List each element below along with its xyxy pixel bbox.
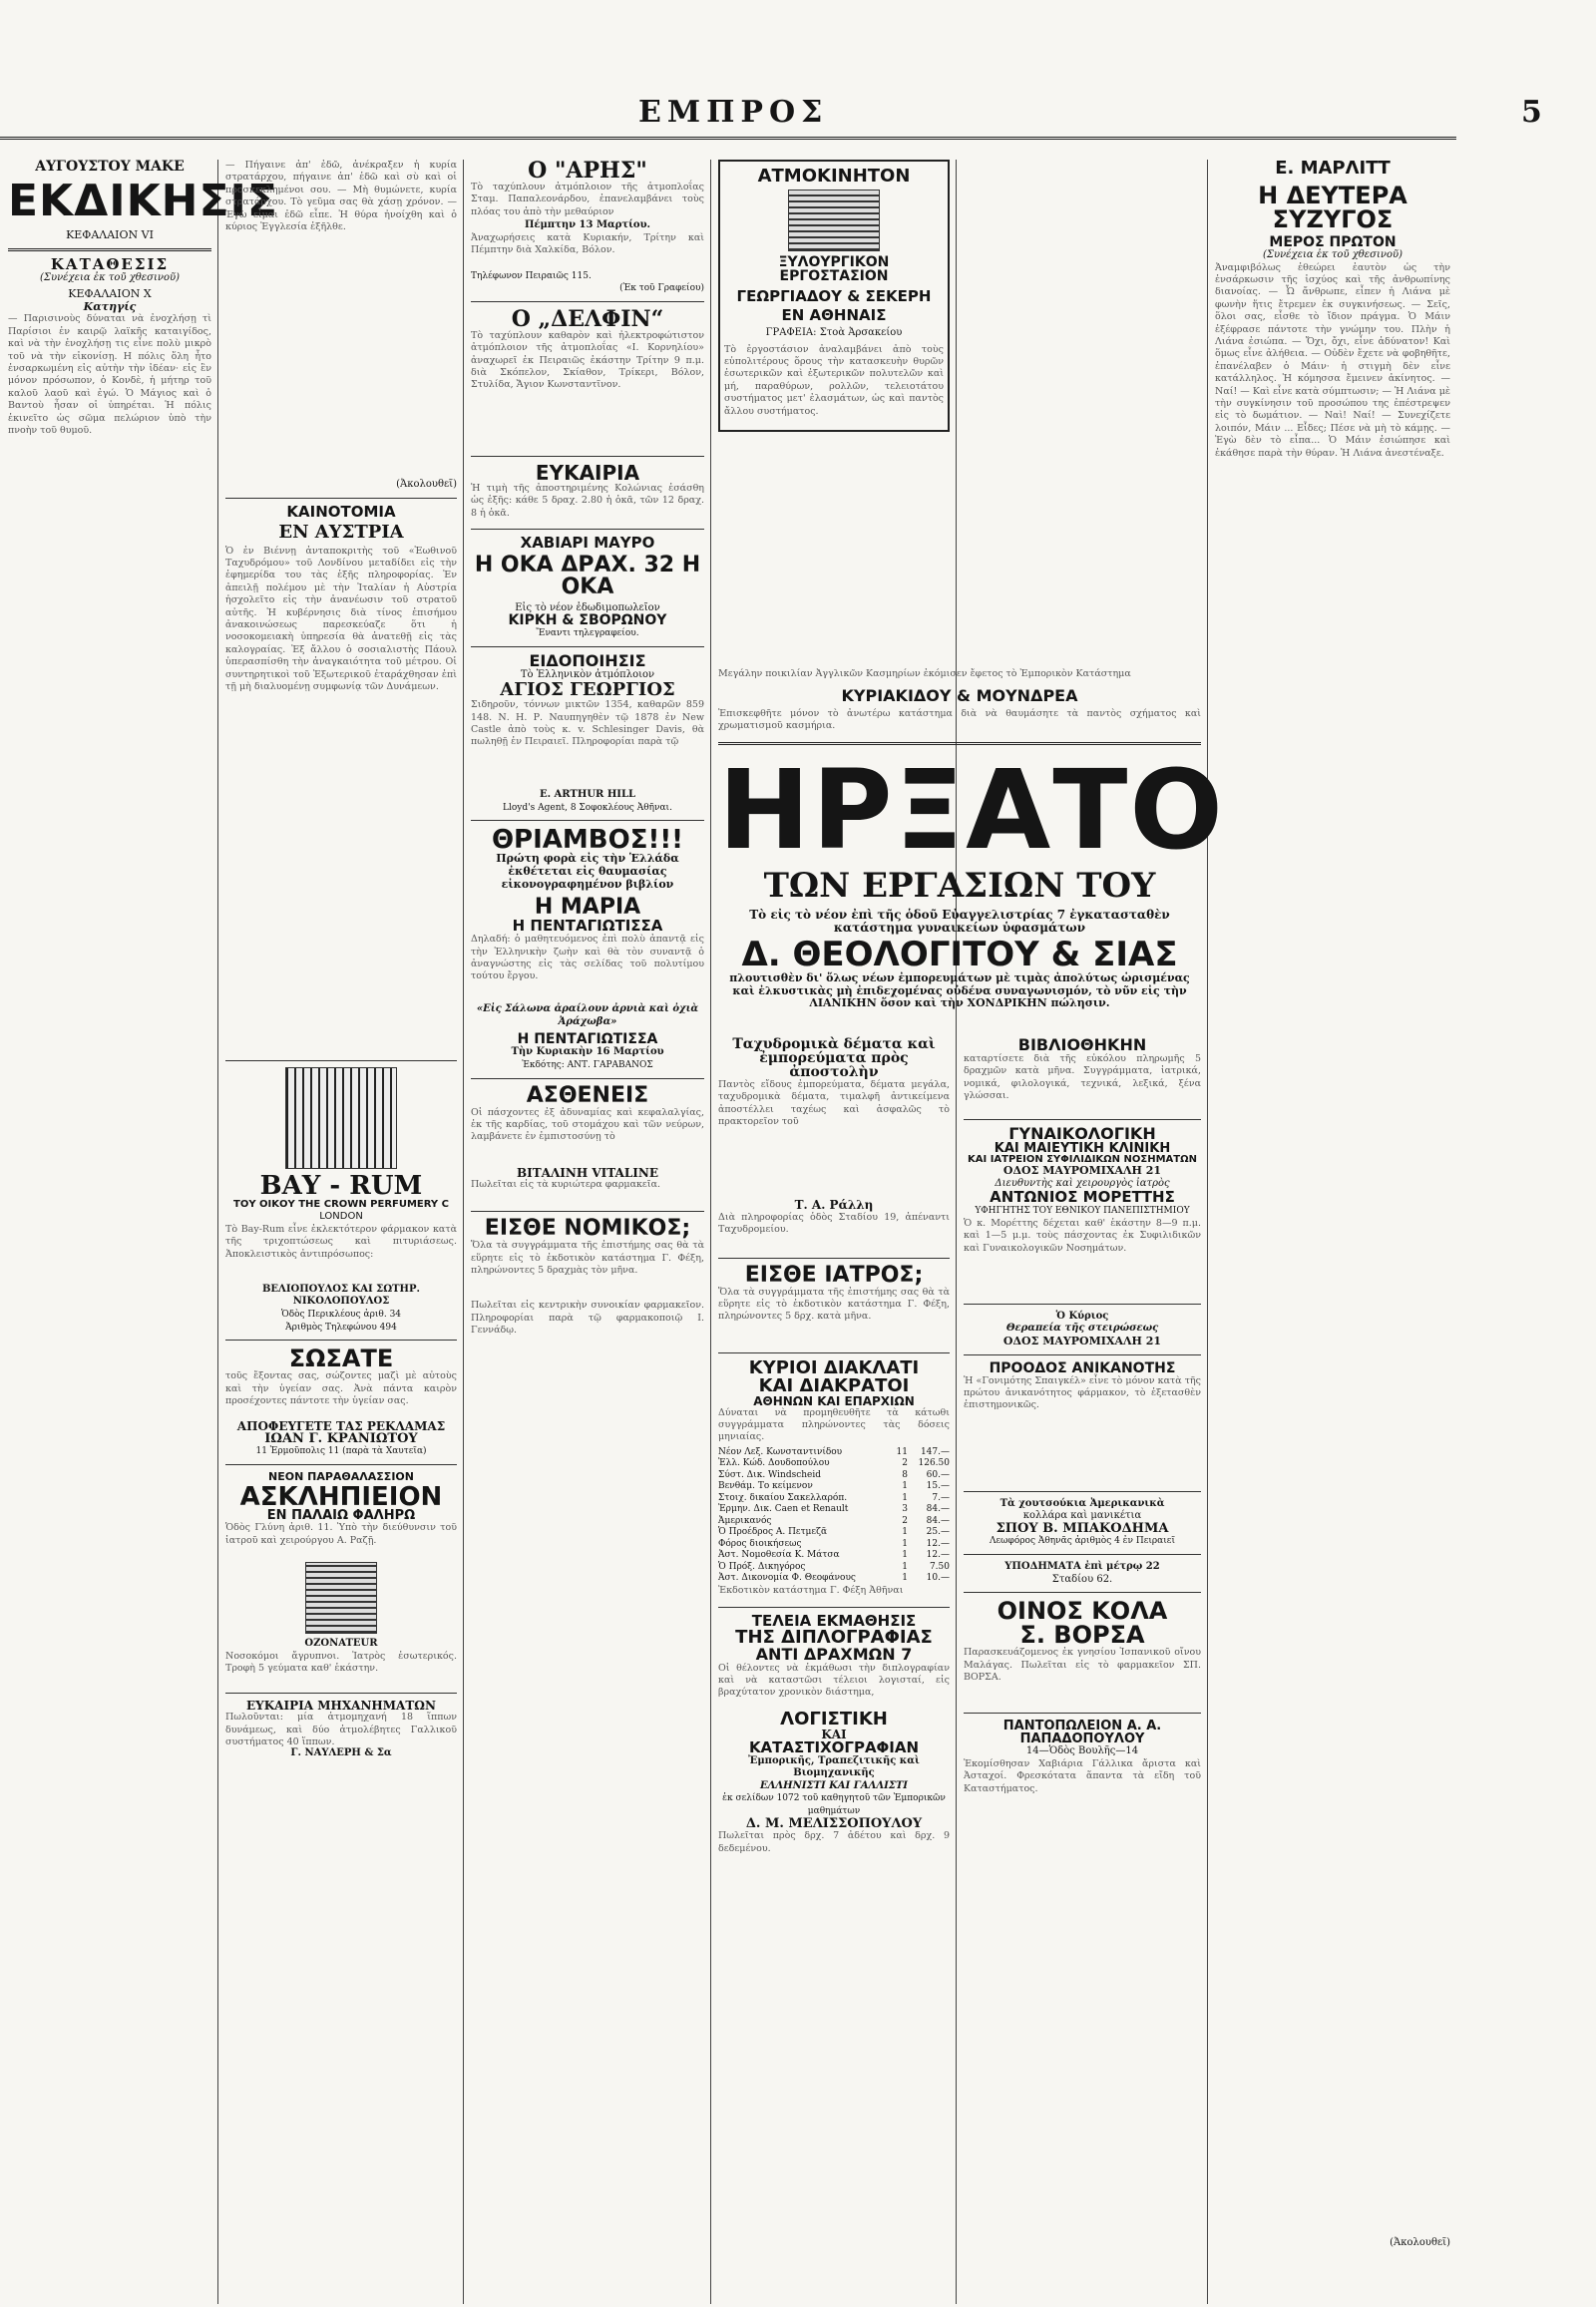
pentagiotissa2: Η ΠΕΝΤΑΓΙΩΤΙΣΣΑ — [517, 1031, 658, 1048]
list-item — [718, 1562, 950, 1574]
column-serial-ekdikisis — [8, 159, 278, 2304]
list-item — [718, 1527, 950, 1539]
athinais-heading: ΕΝ ΑΘΗΝΑΙΣ — [781, 306, 887, 324]
bayrum-text: Τὸ Bay-Rum εἶνε ἐκλεκτότερον φάρμακον κατὰ τῆς τριχοπτώσεως καὶ πιτυριάσεως. Ἀποκλειστικὸς ἀντιπρόσωπος: — [225, 1223, 457, 1260]
book-volumes: 2 — [902, 1515, 908, 1526]
serial-continuation: — Πήγαινε ἀπ' ἐδῶ, ἀνέκραξεν ἡ κυρία στρατάρχου, πήγαινε ἀπ' ἐδῶ καὶ σὺ καὶ οἱ προσκεκλημένοι σου. — Μὴ θυμώνετε, κυρία στρατάρχου. Τὸ γεῦμα σας θὰ χάσῃ χρόνον. — Ἐγὼ εἶμαι ἐδῶ εἶπε. Ἡ θύρα ἠνοίχθη καὶ ὁ κύριος Ἐγγλεσία ἐξῆλθε. — [225, 160, 457, 233]
column-three — [471, 160, 704, 2304]
faliro-subtitle: ΕΝ ΠΑΛΑΙΩ ΦΑΛΗΡΩ — [266, 1507, 416, 1523]
morettis-text: Ὁ κ. Μορέττης δέχεται καθ' ἑκάστην 8—9 π.μ. καὶ 1—5 μ.μ. τοὺς πάσχοντας ἐκ Συφιλιδικῶν καὶ Γυναικολογικῶν Νοσημάτων. — [964, 1217, 1201, 1254]
athinon-heading: ΑΘΗΝΩΝ ΚΑΙ ΕΠΑΡΧΙΩΝ — [753, 1393, 915, 1408]
pantopoleion-address: 14—Ὁδὸς Βουλῆς—14 — [1025, 1745, 1139, 1757]
list-item — [718, 1573, 950, 1585]
column-rule — [463, 160, 464, 2304]
bayrum-agent: ΒΕΛΙΟΠΟΥΛΟΣ ΚΑΙ ΣΩΤΗΡ. ΝΙΚΟΛΟΠΟΥΛΟΣ — [261, 1283, 420, 1308]
nomikos-heading: ΕΙΣΘΕ ΝΟΜΙΚΟΣ; — [484, 1216, 691, 1242]
book-title: Ὁ Προέδρος Α. Πετμεζᾶ — [718, 1527, 828, 1538]
list-item — [718, 1516, 950, 1528]
sosate-title: ΣΩΣΑΤΕ — [288, 1345, 394, 1373]
to-be-continued: (Ἀκολουθεῖ) — [396, 479, 457, 490]
book-price: 147.— — [920, 1446, 950, 1457]
column-rule — [710, 160, 711, 2304]
book-title: Σύστ. Δικ. Windscheid — [718, 1469, 822, 1480]
eukairia-mixanimaton: ΕΥΚΑΙΡΙΑ ΜΗΧΑΝΗΜΑΤΩΝ — [246, 1698, 436, 1713]
austria-body: Ὁ ἐν Βιέννῃ ἀνταποκριτὴς τοῦ «Ἑωθινοῦ Ταχυδρόμου» τοῦ Λονδίνου μεταδίδει εἰς τὴν ἐφημερίδα του τὰς ἑξῆς πληροφορίας. Ἐν ἀπειλῇ πολέμου μὲ τὴν Ἰταλίαν ἡ Αὐστρία ἠσχολεῖτο εἰς τὴν ἀνανέωσιν τοῦ στρατοῦ αὐτῆς. Ἡ κυβέρνησις διὰ τίνος ἐπισήμου ἀνακοινώσεως παρεσκεύαζε ὅτι ἡ νοσοκομειακὴ ὑπηρεσία θὰ ἀνατεθῇ εἰς τὰς καλογραίας. Ἐξ ἄλλου ὁ σοσιαλιστὴς Πάουλ ὑπερασπίσθη τὴν ἀναγκαιότητα τοῦ μέτρου. Οἱ συντηρητικοὶ τοῦ Ἐξωτερικοῦ ἐταράχθησαν ἐπὶ τῇ μὴ διαλυομένῃ συμφωνίᾳ τῶν Δυνάμεων. — [225, 545, 457, 693]
thriamvos-text: Πρώτη φορὰ εἰς τὴν Ἑλλάδα ἐκθέτεται εἰς θαυμασίας εἰκονογραφημένον βιβλίον — [496, 852, 679, 891]
kai-heading: ΚΑΙ ΔΙΑΚΡΑΤΟΙ — [758, 1374, 910, 1396]
vorsa-heading: Σ. ΒΟΡΣΑ — [1019, 1621, 1145, 1650]
taxy-text: Παντὸς εἴδους ἐμπορεύματα, δέματα μεγάλα, ταχυδρομικὰ δέματα, τιμαλφῆ ἀντικείμενα ἀποστέλλει ταχέως καὶ ἀσφαλῶς τὸ πρακτορεῖον τοῦ — [718, 1079, 950, 1128]
irxato-heading: ΗΡΞΑΤΟ — [718, 746, 1225, 874]
serial-part: ΜΕΡΟΣ ΠΡΩΤΟΝ — [1269, 234, 1396, 250]
column-rule — [956, 160, 957, 2304]
iatreion-heading: ΚΑΙ ΙΑΤΡΕΙΟΝ ΣΥΦΙΛΙΔΙΚΩΝ ΝΟΣΗΜΑΤΩΝ — [968, 1154, 1197, 1165]
xaviari-price: Η ΟΚΑ ΔΡΑΧ. 32 Η ΟΚΑ — [474, 552, 701, 599]
ergostasio-text: Τὸ ἐργοστάσιον ἀναλαμβάνει ἀπὸ τοὺς εὐπολιτέρους ὅρους τὴν κατασκευὴν θυρῶν ἐσωτερικῶν καὶ ἐξωτερικῶν πολυτελῶν καὶ μή, παραθύρων, ρολλῶν, τελειοτάτου συστήματος μετ' ἐλασμάτων, ὡς καὶ παντὸς ἄλλου συστήματος. — [724, 343, 944, 417]
serial-cont: (Συνέχεια ἐκ τοῦ χθεσινοῦ) — [1263, 249, 1402, 260]
list-item — [718, 1481, 950, 1493]
heading-austria: ΕΝ ΑΥΣΤΡΙΑ — [278, 521, 404, 543]
chapter-label: ΚΕΦΑΛΑΙΟΝ VI — [66, 228, 154, 241]
serial-author: Ε. ΜΑΡΛΙΤΤ — [1275, 158, 1391, 179]
list-footer: Ἐκδοτικὸν κατάστημα Γ. Φέξη Ἀθῆναι — [718, 1584, 904, 1596]
column-six-serial — [1215, 160, 1450, 2304]
list-item — [718, 1493, 950, 1505]
book-volumes: 3 — [902, 1504, 908, 1515]
theologitou-heading: Δ. ΘΕΟΛΟΓΙΤΟΥ & ΣΙΑΣ — [741, 935, 1178, 975]
apofeugete-heading: ΑΠΟΦΕΥΓΕΤΕ ΤΑΣ ΡΕΚΛΑΜΑΣ — [236, 1419, 446, 1434]
emporiki-label: Ἐμπορικῆς, Τραπεζιτικῆς καὶ Βιομηχανικῆς — [748, 1754, 920, 1779]
bakodima-name: ΣΠΟΥ Β. ΜΠΑΚΟΔΗΜΑ — [996, 1520, 1169, 1536]
kirki-sub: Ἔναντι τηλεγραφείου. — [536, 627, 639, 638]
eidopoiisis-heading: ΕΙΔΟΠΟΙΗΣΙΣ — [529, 650, 646, 670]
book-title: Ἐρμην. Δικ. Caen et Renault — [718, 1504, 849, 1515]
pentagiotissa-publisher: Ἐκδότης: ΑΝΤ. ΓΑΡΑΒΑΝΟΣ — [522, 1059, 653, 1070]
vivliothiki-heading: ΒΙΒΛΙΟΘΗΚΗΝ — [1017, 1035, 1147, 1054]
meliss-text: Πωλεῖται πρὸς δρχ. 7 ἀδέτου καὶ δρχ. 9 δεδεμένου. — [718, 1830, 950, 1854]
teleia-heading: ΤΕΛΕΙΑ ΕΚΜΑΘΗΣΙΣ — [751, 1611, 917, 1630]
subsection-title: Κατηγίς — [83, 299, 137, 313]
kyriakidou-text2: Ἐπισκεφθῆτε μόνον τὸ ἀνωτέρω κατάστημα διὰ νὰ θαυμάσητε τὰ παντὸς σχήματος καὶ χρωματισμοῦ κασμήρια. — [718, 708, 1201, 732]
book-title: Ἀστ. Δικονομία Φ. Θεοφάνους — [718, 1573, 856, 1584]
book-title: Ὁ Πρόξ. Δικηγόρος — [718, 1561, 806, 1572]
book-volumes: 1 — [902, 1527, 908, 1538]
vivlio-text: καταρτίσετε διὰ τῆς εὐκόλου πληρωμῆς 5 δραχμῶν κατὰ μῆνα. Συγγράμματα, ἰατρικά, νομικά, φιλολογικά, τεχνικά, λεξικά, ξένα γλώσσαι. — [964, 1053, 1201, 1102]
aris-date: Πέμπτην 13 Μαρτίου. — [524, 219, 651, 230]
morettis-heading: ΑΝΤΩΝΙΟΣ ΜΟΡΕΤΤΗΣ — [990, 1188, 1175, 1207]
agios-georgios: ΑΓΙΟΣ ΓΕΩΡΓΙΟΣ — [500, 679, 675, 701]
asklipieion-title: ΑΣΚΛΗΠΙΕΙΟΝ — [239, 1481, 443, 1512]
xoutsoukia-text: κολλάρα καὶ μανικέτια — [1022, 1510, 1142, 1522]
book-title: Βενθάμ. Το κείμενον — [718, 1481, 813, 1492]
xaviari-text: Εἰς τὸ νέον ἐδωδιμοπωλεῖον — [515, 601, 660, 613]
astheneis-text2: Πωλεῖται εἰς τὰ κυριώτερα φαρμακεῖα. — [471, 1179, 661, 1191]
maria-heading: Η ΜΑΡΙΑ — [534, 895, 641, 921]
book-price: 15.— — [926, 1481, 950, 1492]
logistiki-heading: ΛΟΓΙΣΤΙΚΗ — [780, 1708, 888, 1730]
continuation-note: (Συνέχεια ἐκ τοῦ χθεσινοῦ) — [40, 271, 180, 283]
kyriakidou-block — [718, 668, 1225, 975]
vorsa-text: Παρασκευάζομενος ἐκ γνησίου Ἱσπανικοῦ οἴνου Μαλάγας. Πωλεῖται εἰς τὸ φαρμακεῖον ΣΠ. ΒΟΡΣΑ. — [964, 1647, 1201, 1683]
thriamvos-heading: ΘΡΙΑΜΒΟΣ!!! — [491, 825, 684, 856]
xaviari-heading: ΧΑΒΙΑΡΙ ΜΑΥΡΟ — [520, 533, 655, 552]
book-title: Φόρος διοικήσεως — [718, 1538, 802, 1549]
nomikos-text2: Πωλεῖται εἰς κεντρικὴν συνοικίαν φαρμακεῖον. Πληροφορίαι παρὰ τῷ φαρμακοποιῷ Ι. Γεννάδῳ. — [471, 1300, 704, 1336]
book-price: 60.— — [926, 1469, 950, 1480]
column-two — [225, 160, 457, 2304]
sosate-text: τοῦς ἔξοντας σας, σώζοντες μαζὶ μὲ αὐτοὺς καὶ τὴν ὑγείαν σας. Ἀνὰ πάντα καιρὸν προσέχοντες πάντοτε τὴν ὑγείαν σας. — [225, 1370, 457, 1406]
book-volumes: 1 — [902, 1550, 908, 1561]
proodos-heading: ΠΡΟΟΔΟΣ ΑΝΙΚΑΝΟΤΗΣ — [989, 1359, 1176, 1376]
bayrum-address: Ὁδὸς Περικλέους ἀριθ. 34 — [280, 1309, 402, 1320]
book-price: 7.50 — [929, 1561, 950, 1572]
masthead-rule — [0, 137, 1456, 140]
atmokiniton-heading: ΑΤΜΟΚΙΝΗΤΟΝ — [757, 166, 911, 187]
kraniotou-name: ΙΩΑΝ Γ. ΚΡΑΝΙΩΤΟΥ — [264, 1430, 418, 1446]
taxy-text2: Διὰ πληροφορίας ὁδὸς Σταδίου 19, ἀπέναντι Ταχυδρομείου. — [718, 1211, 950, 1235]
book-volumes: 2 — [902, 1458, 908, 1469]
pentagiotissa-heading: Η ΠΕΝΤΑΓΙΩΤΙΣΣΑ — [512, 917, 663, 936]
serial-sign: (Ἀκολουθεῖ) — [1390, 2236, 1450, 2248]
grafeia-label: ΓΡΑΦΕΙΑ: Στοὰ Ἀρσακείου — [765, 327, 903, 338]
book-price: 7.— — [932, 1492, 950, 1503]
kyrioi-heading: ΚΥΡΙΟΙ ΔΙΑΚΛΑΤΙ — [748, 1356, 920, 1378]
kyriakidou-heading: ΚΥΡΙΑΚΙΔΟΥ & ΜΟΥΝΔΡΕΑ — [841, 686, 1078, 705]
ksilourgiko-heading: ΞΥΛΟΥΡΓΙΚΟΝ ΕΡΓΟΣΤΑΣΙΟΝ — [778, 254, 890, 284]
book-price: 126.50 — [918, 1458, 950, 1469]
irxato-text2: πλουτισθὲν δι' ὅλως νέων ἐμπορευμάτων μὲ τιμὰς ἀπολύτως ὡρισμένας καὶ ἐλκυστικὰς μὴ ἐπιδεχομένας οὐδένα συναγωνισμόν, τὸ νῦν εἰς τὴν ΛΙΑΝΙΚΗΝ ὅσον καὶ τὴν ΧΟΝΔΡΙΚΗΝ πώλησιν. — [729, 971, 1190, 1010]
odos2-label: ΟΔΟΣ ΜΑΥΡΟΜΙΧΑΛΗ 21 — [1002, 1334, 1162, 1347]
list-item — [718, 1447, 950, 1459]
column-five — [964, 1037, 1201, 2304]
column-rule — [1207, 160, 1208, 2304]
maria-quote: «Εἰς Σάλωνα ἀραίλουν ἀρνιὰ καὶ ὀχιὰ Ἀράχωβα» — [476, 1003, 699, 1027]
pantopoleion-heading: ΠΑΝΤΟΠΩΛΕΙΟΝ Α. Α. ΠΑΠΑΔΟΠΟΥΛΟΥ — [1002, 1719, 1162, 1747]
eukairia-body: Ἡ τιμὴ τῆς ἀποστηριμένης Κολώνιας ἐσάσθη ὡς ἑξῆς: κάθε 5 δραχ. 2.80 ἡ ὀκᾶ, τῶν 12 δραχ. 8 ἡ ὀκᾶ. — [471, 482, 704, 519]
serial-title-2: Η ΔΕΥΤΕΡΑ ΣΥΖΥΓΟΣ — [1258, 182, 1407, 233]
list-intro: Δύναται νὰ προμηθευθῆτε τὰ κάτωθι συγγράμματα πληρώνοντες τὰς δόσεις μηνιαίας. — [718, 1406, 950, 1443]
arthur-hill: E. ARTHUR HILL — [539, 789, 636, 801]
eidop-address: Lloyd's Agent, 8 Σοφοκλέους Ἀθῆναι. — [503, 802, 672, 813]
bayrum-title: ΒΑΥ - RUM — [259, 1170, 423, 1201]
serial-title: ΕΚΔΙΚΗΣΙΣ — [8, 176, 278, 226]
delfin-text: Τὸ ταχύπλουν καθαρὸν καὶ ἠλεκτροφώτιστον ἀτμόπλοιον τῆς ἀτμοπλοΐας «Ι. Κορνηλίου» ἀναχωρεῖ ἐκ Πειραιῶς ἑκάστην Τρίτην 9 π.μ. διὰ Σκόπελον, Σκίαθον, Τρίκερι, Βόλον, Στυλίδα, Ἄγιον Κωνσταντῖνον. — [471, 329, 704, 391]
astheneis-text: Οἱ πάσχοντες ἐξ ἀδυναμίας καὶ κεφαλαλγίας, ἐκ τῆς καρδίας, τοῦ στομάχου καὶ τῶν νεύρων, λαμβάνετε ἐν ἐμπιστοσύνῃ τὸ — [471, 1106, 704, 1143]
proodos-text: Ἡ «Γονιμότης Σπαιγκέλ» εἶνε τὸ μόνον κατὰ τῆς πρώτου ἀνικανότητος φάρμακον, τὸ ἐξετασθὲν ἐπιστημονικῶς. — [964, 1374, 1201, 1411]
gynaikologiki-heading: ΓΥΝΑΙΚΟΛΟΓΙΚΗ — [1008, 1124, 1156, 1143]
ad-atmokiniton — [718, 160, 950, 432]
list-item — [718, 1539, 950, 1551]
column-four-lower — [718, 1037, 950, 2304]
serial-body-2: Ἀναμφιβόλως ἐθεώρει ἑαυτὸν ὡς τὴν ἐνσάρκωσιν τῆς ἰσχύος καὶ τῆς ἀνθρωπίνης διανοίας. — Ὦ ἄνθρωπε, εἶπεν ἡ Λιάνα μὲ φωνὴν ἥτις ἔτρεμεν ἐκ συγκινήσεως. — Σεῖς, ὅλοι σας, εἶσθε τὸ ἴδιον πράγμα. Ὁ Μάιν ἐξέφρασε πάντοτε τὴν γνώμην του. Πλὴν ἡ Λιάνα ἐσιώπα. — Ὄχι, ὄχι, εἶνε ἀδύνατον! Καὶ ὅμως εἶνε ἀλήθεια. — Οὐδὲν ἔχετε νὰ φοβηθῆτε, ἐπανέλαβεν ὁ Μάιν· ἡ στιγμὴ δὲν εἶνε κατάλληλος. Ἡ κόμησσα ἔμεινεν ἀκίνητος. — Ναί! — Καὶ εἶνε κατὰ σύμπτωσιν; — Ἡ Λιάνα μὲ τὴν συγκίνησιν τοῦ προσώπου της ἐπέστρεψεν εἰς τὸ δωμάτιον. — Ναὶ! Ναί! — Συνεχίζετε λοιπόν, Μάιν ... Εἶδες; Πέσε νὰ μὴ τὸ κάμῃς. — Ἐγὼ δὲν τὸ εἶπα... Ὁ Μάιν ἐσιώπησε καὶ ἐκάθησε παρὰ τὴν θύραν. Ἡ Λιάνα ἀνεστέναξε. — [1215, 261, 1450, 459]
book-price: 25.— — [926, 1527, 950, 1538]
page-number: 5 — [1521, 95, 1542, 130]
kirki-name: ΚΙΡΚΗ & ΣΒΟΡΩΝΟΥ — [508, 612, 667, 629]
pantopoleion-text: Ἐκομίσθησαν Χαβιάρια Γάλλικα ἄριστα καὶ Ἀσταχοί. Φρεσκότατα ἅπαντα τὰ εἴδη τοῦ Καταστήματος. — [964, 1757, 1201, 1794]
maria-text: Δηλαδή: ὁ μαθητευόμενος ἐπὶ πολὺ ἀπαντᾷ εἰς τὴν Ἑλληνικὴν ζωὴν καὶ θὰ τὸν συναντᾷ ὁ ἀναγνώστης εἰς τὰς σελίδας τοῦ πολυτίμου τούτου ἔργου. — [471, 934, 704, 982]
heading-kainotomia: ΚΑΙΝΟΤΟΜΙΑ — [286, 502, 396, 521]
katastix-heading: ΚΑΤΑΣΤΙΧΟΓΡΑΦΙΑΝ — [748, 1737, 920, 1756]
irxato-footer — [718, 972, 1201, 1032]
new-seaside-heading: ΝΕΟΝ ΠΑΡΑΘΑΛΑΣΣΙΟΝ — [268, 1469, 414, 1483]
nomikos-text: Ὅλα τὰ συγγράμματα τῆς ἐπιστήμης σας θὰ τὰ εὕρητε εἰς τὸ ἐκδοτικὸν κατάστημα Γ. Φέξη, πληρώνοντες 5 δραχμὰς τὸν μῆνα. — [471, 1240, 704, 1276]
book-volumes: 1 — [902, 1561, 908, 1572]
building-illustration — [305, 1562, 377, 1634]
morettis-sub: ΥΦΗΓΗΤΗΣ ΤΟΥ ΕΘΝΙΚΟΥ ΠΑΝΕΠΙΣΤΗΜΙΟΥ — [975, 1206, 1190, 1217]
book-volumes: 1 — [902, 1492, 908, 1503]
eidop-sub: Τὸ Ἑλληνικὸν ἀτμόπλοιον — [520, 668, 655, 680]
book-price: 12.— — [926, 1538, 950, 1549]
diplografia-heading: ΤΗΣ ΔΙΠΛΟΓΡΑΦΙΑΣ — [735, 1626, 933, 1648]
vitaline-name: ΒΙΤΑΛΙΝΗ VITALINE — [516, 1165, 659, 1180]
eukairia-text: Πωλοῦνται: μία ἀτμομηχανή 18 ἵππων δυνάμεως, καὶ δύο ἀτμολέβητες Γαλλικοῦ συστήματος 40 ἵππων. — [225, 1712, 457, 1748]
factory-illustration — [788, 190, 880, 251]
book-title: Ἀστ. Νομοθεσία Κ. Μάτσα — [718, 1550, 840, 1561]
aris-heading: Ο "ΑΡΗΣ" — [528, 158, 647, 184]
eukairia-heading: ΕΥΚΑΙΡΙΑ — [535, 460, 640, 485]
ergasion-heading: ΤΩΝ ΕΡΓΑΣΙΩΝ ΤΟΥ — [763, 866, 1156, 906]
dieuthinsi-label: Διευθυντὴς καὶ χειρουργὸς ἰατρὸς — [995, 1177, 1170, 1189]
iatros-heading: ΕΙΣΘΕ ΙΑΤΡΟΣ; — [744, 1262, 924, 1288]
georgiadou-heading: ΓΕΩΡΓΙΑΔΟΥ & ΣΕΚΕΡΗ — [736, 287, 932, 305]
book-title: Ἐλλ. Κώδ. Δουδοπούλου — [718, 1458, 830, 1469]
nayleri-name: Γ. ΝΑΥΛΕΡΗ & Σα — [290, 1747, 392, 1759]
list-item — [718, 1550, 950, 1562]
anti-drachmon: ΑΝΤΙ ΔΡΑΧΜΩΝ 7 — [755, 1644, 913, 1664]
book-title: Στοιχ. δικαίου Σακελλαρόπ. — [718, 1492, 848, 1503]
ralli-name: Τ. Α. Ράλλη — [794, 1198, 874, 1212]
list-item — [718, 1458, 950, 1470]
ellinisti-label: ΕΛΛΗΝΙΣΤΙ ΚΑΙ ΓΑΛΛΙΣΤΙ — [760, 1779, 908, 1791]
aris-text: Τὸ ταχύπλουν ἀτμόπλοιον τῆς ἀτμοπλοΐας Σταμ. Παπαλεονάρδου, ἐπανελαμβάνει τοὺς πλόας του ἀπὸ τὴν μεθαύριον — [471, 182, 704, 217]
kai-label: ΚΑΙ — [821, 1727, 847, 1741]
book-price: 10.— — [926, 1573, 950, 1584]
kyrios-label: Ὁ Κύριος — [1055, 1310, 1109, 1322]
eidop-text: Σιδηροῦν, τόννων μικτῶν 1354, καθαρῶν 859 148. Ν. Η. Ρ. Ναυπηγηθὲν τῷ 1878 ἐν New Castle ἀπὸ τοὺς κ. v. Schlesinger Davis, θὰ πωληθῇ ἐν Πειραιεῖ. Πληροφορίαι παρὰ τῷ — [471, 699, 704, 748]
book-volumes: 1 — [902, 1573, 908, 1584]
book-volumes: 8 — [902, 1469, 908, 1480]
oinos-kola-heading: ΟΙΝΟΣ ΚΟΛΑ — [997, 1597, 1168, 1626]
bayrum-city: LONDON — [319, 1211, 363, 1223]
melissopoulou-name: Δ. Μ. ΜΕΛΙΣΣΟΠΟΥΛΟΥ — [745, 1815, 923, 1831]
teleia-text: Οἱ θέλοντες νὰ ἐκμάθωσι τὴν διπλογραφίαν καὶ νὰ καταστῶσι τέλειοι λογισταί, εἰς βραχύτατον χρονικὸν διάστημα, — [718, 1662, 950, 1699]
aris-text2: Ἀναχωρήσεις κατὰ Κυριακήν, Τρίτην καὶ Πέμπτην διὰ Χαλκίδα, Βόλον. — [471, 231, 704, 255]
bottle-illustration — [285, 1067, 397, 1169]
column-rule — [217, 160, 218, 2304]
serial-head: ΑΥΓΟΥΣΤΟΥ ΜΑΚΕ — [35, 159, 185, 175]
delfin-heading: Ο „ΔΕΛΦΙΝ“ — [511, 305, 664, 332]
book-price-list — [718, 1447, 950, 1585]
aris-office: (Ἐκ τοῦ Γραφείου) — [619, 283, 704, 294]
xoutsoukia-heading: Τὰ χουτσούκια Ἀμερικανικὰ — [999, 1497, 1165, 1509]
ypodimata-text: Σταδίου 62. — [1051, 1573, 1113, 1585]
maieutiki-heading: ΚΑΙ ΜΑΙΕΥΤΙΚΗ ΚΛΙΝΙΚΗ — [994, 1141, 1171, 1156]
bayrum-phone: Ἀριθμὸς Τηλεφώνου 494 — [285, 1322, 397, 1333]
book-title: Νέον Λεξ. Κωνσταντινίδου — [718, 1446, 843, 1457]
ypodimata-heading: ΥΠΟΔΗΜΑΤΑ ἐπὶ μέτρῳ 22 — [1004, 1560, 1160, 1572]
book-price: 12.— — [926, 1550, 950, 1561]
pentagiotissa-date: Τὴν Κυριακὴν 16 Μαρτίου — [511, 1046, 664, 1058]
therapeia-label: Θεραπεία τῆς στειρώσεως — [1005, 1323, 1159, 1335]
astheneis-heading: ΑΣΘΕΝΕΙΣ — [526, 1082, 649, 1108]
book-volumes: 1 — [902, 1481, 908, 1492]
book-volumes: 1 — [902, 1538, 908, 1549]
masthead — [0, 95, 1596, 155]
book-price: 84.— — [926, 1515, 950, 1526]
faliro-text: Ὁδὸς Γλύνη ἀριθ. 11. Ὑπὸ τὴν διεύθυνσιν τοῦ ἰατροῦ καὶ χειρούργου Α. Ραζῇ. — [225, 1522, 457, 1546]
book-title: Ἀμερικανός — [718, 1515, 772, 1526]
bayrum-company: ΤΟΥ ΟΙΚΟΥ THE CROWN PERFUMERY C — [233, 1198, 449, 1210]
bakodima-address: Λεωφόρος Ἀθηνᾶς ἀριθμὸς 4 ἐν Πειραιεῖ — [990, 1536, 1175, 1547]
section-title: ΚΑΤΑΘΕΣΙΣ — [50, 254, 170, 273]
book-volumes: 11 — [896, 1446, 908, 1457]
faliro-text2: Νοσοκόμοι ἄγρυπνοι. Ἰατρὸς ἐσωτερικός. Τροφὴ 5 γεύματα καθ' ἑκάστην. — [225, 1650, 457, 1675]
taxydromika-heading: Ταχυδρομικὰ δέματα καὶ ἐμπορεύματα πρὸς ἀποστολὴν — [732, 1036, 936, 1080]
kyriakidou-text: Μεγάλην ποικιλίαν Ἀγγλικῶν Κασμηρίων ἐκόμισεν ἔφετος τὸ Ἐμπορικὸν Κατάστημα — [718, 668, 1131, 679]
ellinisti-text: ἐκ σελίδων 1072 τοῦ καθηγητοῦ τῶν Ἐμπορικῶν μαθημάτων — [722, 1793, 946, 1816]
book-price: 84.— — [926, 1504, 950, 1515]
irxato-text: Τὸ εἰς τὸ νέον ἐπὶ τῆς ὁδοῦ Εὐαγγελιστρίας 7 ἐγκατασταθὲν κατάστημα γυναικείων ὑφασμάτων — [749, 908, 1170, 935]
newspaper-title: ΕΜΠΡΟΣ — [638, 95, 829, 130]
kraniotou-address: 11 Ἑρμοῦπολις 11 (παρὰ τὰ Χαυτεῖα) — [255, 1446, 427, 1457]
list-item — [718, 1504, 950, 1516]
ozonateur-label: OZONATEUR — [304, 1638, 378, 1650]
serial-body: — Παρισινοὺς δύναται νὰ ἐνοχλήσῃ τὶ Παρίσιοι ἐν καιρῷ λαϊκῆς καταιγίδος, καὶ νὰ τὴν ἐνοχλήσῃ τις εἶνε πολὺ μικρὸ τοῦ νὰ τὴν εἰκονίσῃ. Η πόλις ὅλη ἦτο ἐνσαρκωμένη εἰς αὐτὴν τὴν ἰδέαν· εἰς ἓν μόνον πρόσωπον, ὁ Κονδὲ, ἡ μήτηρ τοῦ καλοῦ λαοῦ καὶ ἐγώ. Ὁ Μάγιος καὶ ὁ Βαντοὺ ἦσαν οἱ ὑπηρέται. Ἡ πόλις ἐκινεῖτο ὡς σῶμα πελώριον ὑπὸ τὴν πνοὴν τοῦ θυμοῦ. — [8, 313, 211, 437]
odos-label: ΟΔΟΣ ΜΑΥΡΟΜΙΧΑΛΗ 21 — [1002, 1164, 1162, 1177]
iatros-text: Ὅλα τὰ συγγράμματα τῆς ἐπιστήμης σας θὰ τὰ εὕρητε εἰς τὸ ἐκδοτικὸν κατάστημα Γ. Φέξη, πληρώνοντες 5 δρχ. κατὰ μῆνα. — [718, 1286, 950, 1323]
aris-phone: Τηλέφωνον Πειραιῶς 115. — [471, 270, 592, 281]
chapter2-label: ΚΕΦΑΛΑΙΟΝ Χ — [68, 287, 152, 301]
list-item — [718, 1470, 950, 1482]
